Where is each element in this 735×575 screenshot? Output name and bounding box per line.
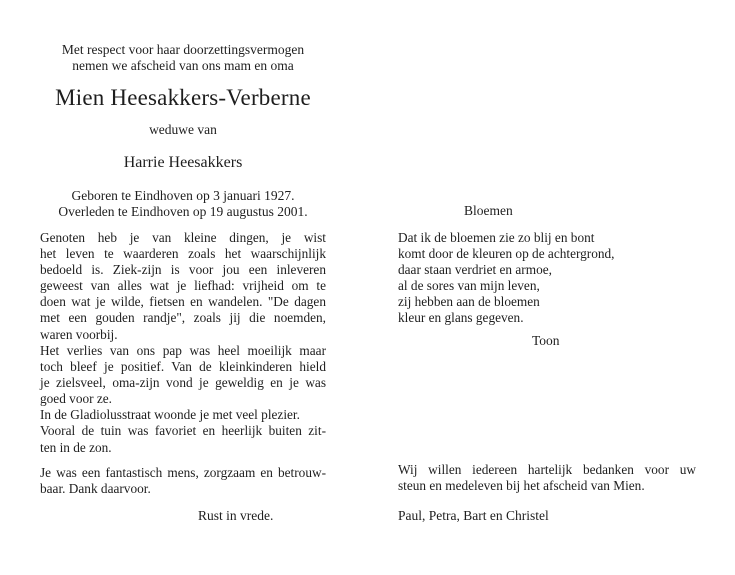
- text-line: je zielsveel, oma-zijn vond je geweldig en je was: [40, 375, 326, 391]
- family-signature: Paul, Petra, Bart en Christel: [398, 508, 549, 523]
- husband-name: Harrie Heesakkers: [123, 154, 243, 171]
- widow-of-label: weduwe van: [149, 122, 217, 137]
- intro-text: [40, 42, 326, 74]
- life-dates: [40, 188, 326, 220]
- birth-line: Geboren te Eindhoven op 3 januari 1927.: [71, 188, 295, 203]
- death-line: Overleden te Eindhoven op 19 augustus 2001.: [58, 204, 308, 219]
- paragraph-2: [40, 343, 326, 456]
- deceased-name: Mien Heesakkers-Verberne: [55, 85, 311, 110]
- text-line: doen wat je wilde, fietsen en wandelen. "De dagen: [40, 294, 326, 310]
- poem-line: kleur en glans gegeven.: [398, 310, 524, 326]
- closing-text: Rust in vrede.: [198, 508, 274, 523]
- text-line: Wij willen iedereen hartelijk bedanken voor uw: [398, 462, 696, 477]
- intro-line: Met respect voor haar doorzettingsvermogen: [61, 42, 305, 57]
- text-line: Je was een fantastisch mens, zorgzaam en betrouw-: [40, 465, 326, 480]
- text-line: het leven te waarderen zoals het waarschijnlijk: [40, 246, 326, 262]
- poem-title: Bloemen: [464, 203, 513, 218]
- paragraph-3: [40, 465, 326, 497]
- text-line: Genoten heb je van kleine dingen, je wist: [40, 230, 326, 245]
- poem-line: daar staan verdriet en armoe,: [398, 262, 552, 278]
- poem-line: komt door de kleuren op de achtergrond,: [398, 246, 615, 262]
- text-line: Het verlies van ons pap was heel moeilijk maar: [40, 343, 326, 358]
- poem-line: Dat ik de bloemen zie zo blij en bont: [398, 230, 595, 245]
- text-line: Vooral de tuin was favoriet en heerlijk buiten zit-: [40, 423, 326, 439]
- text-line: goed voor ze.: [40, 391, 112, 407]
- text-line: steun en medeleven bij het afscheid van Mien.: [398, 478, 645, 494]
- text-line: geweest van alles wat je liefhad: vrijheid om te: [40, 278, 326, 294]
- text-line: baar. Dank daarvoor.: [40, 481, 151, 497]
- thanks-text: [398, 462, 696, 494]
- poem-line: al de sores van mijn leven,: [398, 278, 540, 294]
- poem-author: Toon: [532, 333, 560, 348]
- text-line: toch bleef je positief. Van de kleinkinderen hield: [40, 359, 326, 375]
- poem: [398, 230, 615, 327]
- text-line: In de Gladiolusstraat woonde je met veel plezier.: [40, 407, 300, 423]
- text-line: met een gouden randje", zoals jij die noemden,: [40, 310, 326, 326]
- intro-line: nemen we afscheid van ons mam en oma: [72, 58, 294, 73]
- text-line: bedoeld is. Ziek-zijn is voor jou een inleveren: [40, 262, 326, 278]
- text-line: ten in de zon.: [40, 439, 112, 455]
- text-line: waren voorbij.: [40, 326, 118, 342]
- poem-line: zij hebben aan de bloemen: [398, 294, 540, 310]
- paragraph-1: [40, 230, 326, 343]
